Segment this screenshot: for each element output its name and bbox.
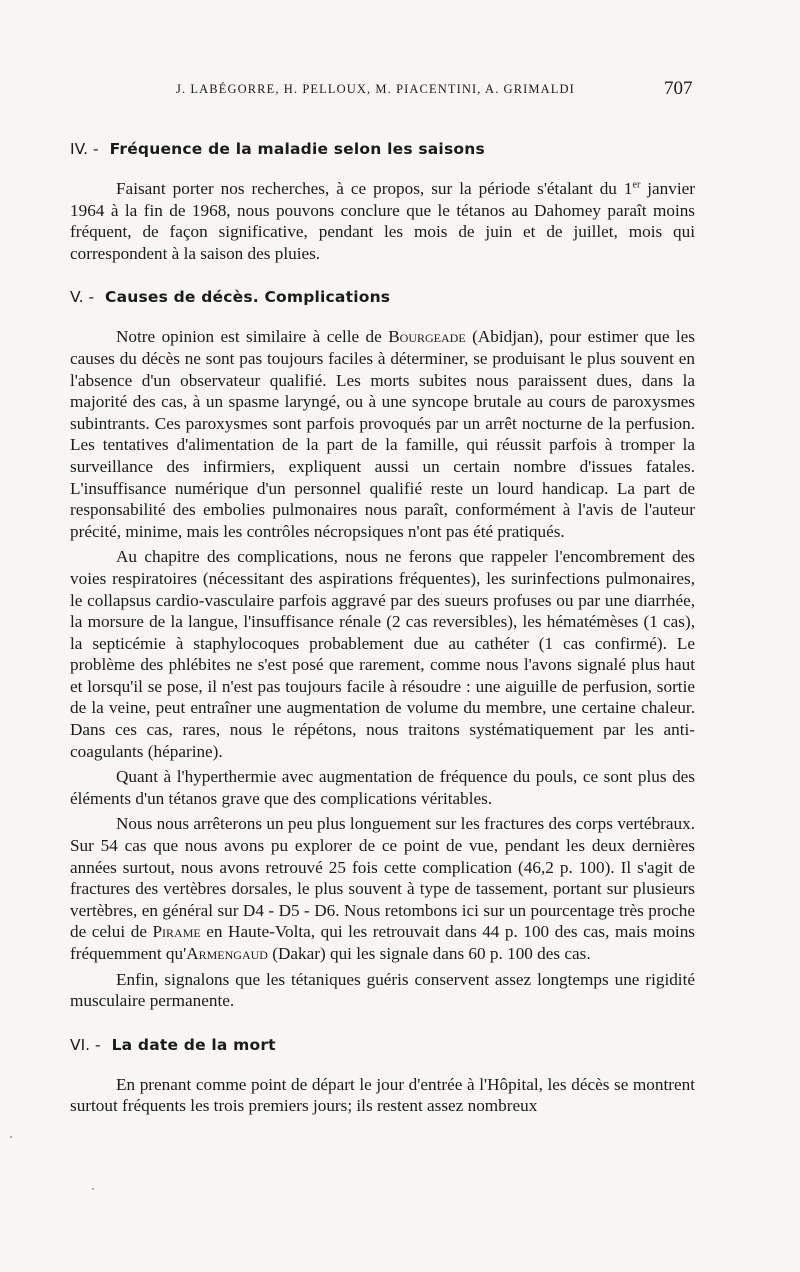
running-head [0, 80, 800, 104]
text-run: en Haute-Volta, qui les retrouvait dans 44 p. 100 des cas, mais moins fréquemment qu' [70, 922, 695, 963]
section-iv-paragraph-1 [70, 178, 695, 264]
section-iv-heading [70, 140, 695, 158]
superscript-er: er [632, 179, 641, 191]
section-vi-heading [70, 1036, 695, 1054]
section-v-paragraph-5: Enfin, signalons que les tétaniques guéris conservent assez longtemps une rigidité musculaire permanente. [70, 969, 695, 1011]
scan-speck [10, 1136, 12, 1138]
text-run: janvier 1964 à la fin de 1968, nous pouvons conclure que le tétanos au Dahomey paraît moins fréquent, de façon significative, pendant les mois de juin et de juillet, mois qui correspondent à la saison des pluies. [70, 179, 695, 263]
section-vi-number: VI. - [70, 1035, 101, 1054]
page-number: 707 [664, 78, 693, 99]
text-run: Notre opinion est similaire à celle de [116, 327, 389, 347]
text-run: (Dakar) qui les signale dans 60 p. 100 des cas. [267, 944, 591, 963]
running-head-authors: J. LABÉGORRE, H. PELLOUX, M. PIACENTINI, A. GRIMALDI [176, 82, 575, 96]
section-vi-title: La date de la mort [111, 1035, 276, 1054]
section-v-title: Causes de décès. Complications [105, 288, 391, 307]
section-v-paragraph-2: Au chapitre des complications, nous ne ferons que rappeler l'encombrement des voies respiratoires (nécessitant des aspirations fréquentes), les surinfections pulmonaires, le collapsus cardio-vasculaire parfois aggravé par des sueurs profuses ou par une diarrhée, la morsure de la langue, l'insuffisance rénale (2 cas reversibles), les hématémèses (1 cas), la septicémie à staphylocoques probablement due au cathéter (1 cas confirmé). Le problème des phlébites ne s'est posé que rarement, comme nous l'avons signalé plus haut et lorsqu'il se pose, il n'est pas toujours facile à résoudre : une aiguille de perfusion, sortie de la veine, peut entraîner une augmentation de volume du membre, une certaine chaleur. Dans ces cas, rares, nous le répétons, nous traitons systématiquement par les anti-coagulants (héparine). [70, 547, 695, 761]
article-body [70, 140, 695, 1121]
text-run: (Abidjan), pour estimer que les causes du décès ne sont pas toujours faciles à déterminer, se produisant le plus souvent en l'absence d'un observateur qualifié. Les morts subites nous paraissent dues, dans la majorité des cas, à un spasme laryngé, ou à une syncope brutale au cours de paroxysmes subintrants. Ces paroxysmes sont parfois provoqués par un arrêt nocturne de la perfusion. Les tentatives d'alimentation de la part de la famille, qui réussit parfois à tromper la surveillance des infirmiers, expliquent aussi un certain nombre d'issues fatales. L'insuffisance numérique d'un personnel qualifié reste un lourd handicap. La part de responsabilité des embolies pulmonaires nous paraît, conformément à l'avis de l'auteur précité, minime, mais les contrôles nécropsiques n'ont pas été pratiqués. [70, 327, 695, 541]
cited-author-bourgeade: Bourgeade [388, 327, 466, 347]
section-iv-number: IV. - [70, 140, 99, 158]
cited-author-pirame: Pirame [152, 922, 201, 942]
cited-author-armengaud: Armengaud [186, 944, 268, 963]
scan-speck [92, 1188, 94, 1190]
text-run: Faisant porter nos recherches, à ce propos, sur la période s'étalant du 1 [116, 179, 633, 198]
section-v-paragraph-3: Quant à l'hyperthermie avec augmentation de fréquence du pouls, ce sont plus des éléments d'un tétanos grave que des complications véritables. [70, 767, 695, 808]
section-v-paragraph-4 [70, 813, 695, 964]
section-v-paragraph-1 [70, 326, 695, 542]
section-v-number: V. - [70, 288, 95, 307]
section-iv-title: Fréquence de la maladie selon les saisons [109, 140, 485, 158]
text-run: Nous nous arrêterons un peu plus longuement sur les fractures des corps vertébraux. Sur 54 cas que nous avons pu explorer de ce point de vue, pendant les deux dernières années surtout, nous avons retrouvé 25 fois cette complication (46,2 p. 100). Il s'agit de fractures des vertèbres dorsales, le plus souvent à type de tassement, portant sur plusieurs vertèbres, en général sur D4 - D5 - D6. Nous retombons ici sur un pourcentage très proche de celui de [70, 814, 695, 942]
section-v-heading [70, 288, 695, 306]
section-vi-paragraph-1: En prenant comme point de départ le jour d'entrée à l'Hôpital, les décès se montrent surtout fréquents les trois premiers jours; ils restent assez nombreux [70, 1074, 695, 1116]
